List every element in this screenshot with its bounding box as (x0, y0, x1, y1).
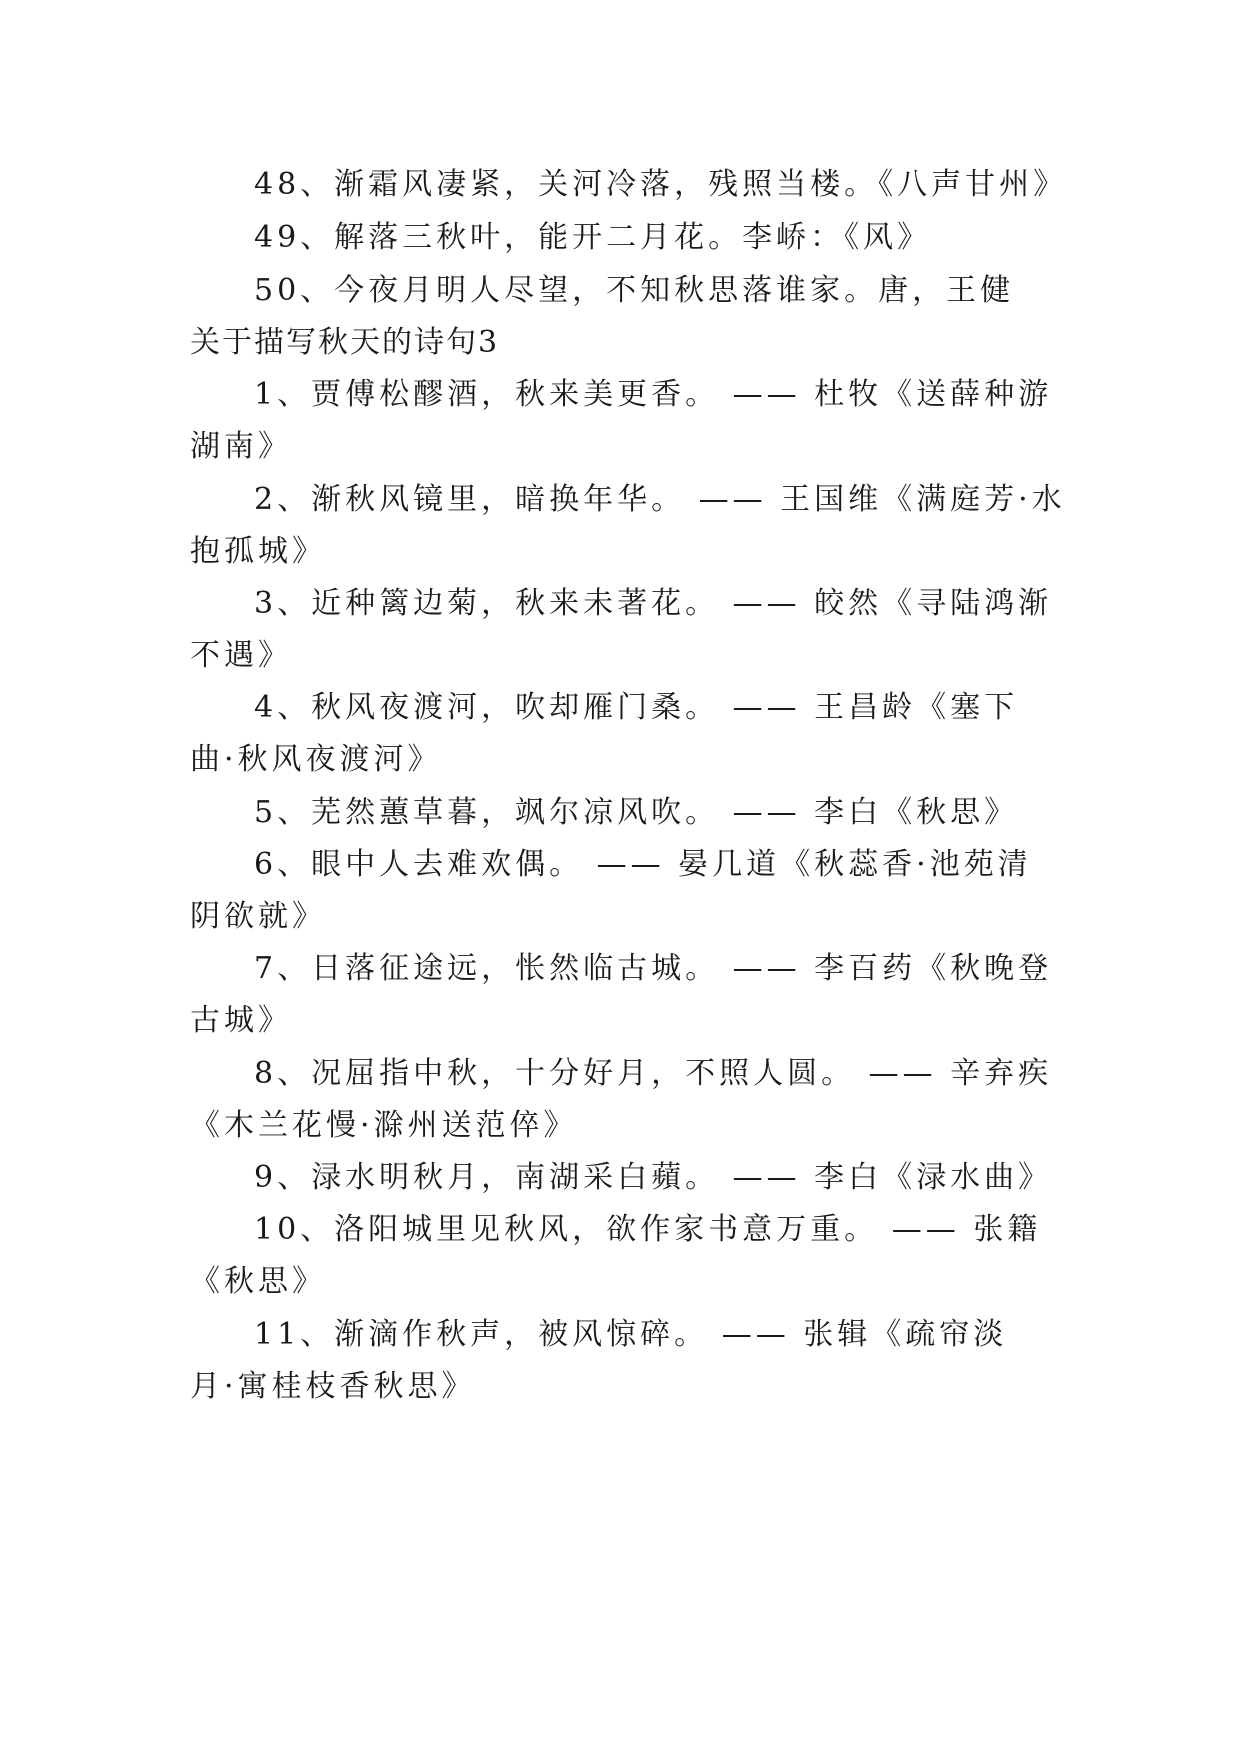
text-line: 不遇》 (190, 638, 292, 673)
text-line: 7、日落征途远，怅然临古城。 —— 李百药《秋晚登 (254, 951, 1053, 986)
text-line: 6、眼中人去难欢偶。 —— 晏几道《秋蕊香·池苑清 (254, 847, 1032, 882)
text-line: 湖南》 (190, 429, 292, 464)
text-line: 抱孤城》 (190, 534, 326, 569)
text-line: 9、渌水明秋月，南湖采白蘋。 —— 李白《渌水曲》 (254, 1160, 1053, 1195)
text-line: 11、渐滴作秋声，被风惊碎。 —— 张辑《疏帘淡 (254, 1317, 1008, 1352)
text-line: 48、渐霜风凄紧，关河冷落，残照当楼。《八声甘州》 (254, 167, 1068, 202)
section-heading: 关于描写秋天的诗句3 (190, 325, 500, 360)
text-line: 10、洛阳城里见秋风，欲作家书意万重。 —— 张籍 (254, 1212, 1042, 1247)
text-line: 曲·秋风夜渡河》 (190, 742, 442, 777)
text-line: 1、贾傅松醪酒，秋来美更香。 —— 杜牧《送薛种游 (254, 377, 1053, 412)
text-line: 《木兰花慢·滁州送范倅》 (190, 1108, 578, 1143)
text-line: 2、渐秋风镜里，暗换年华。 —— 王国维《满庭芳·水 (254, 482, 1066, 517)
text-line: 古城》 (190, 1003, 292, 1038)
text-line: 月·寓桂枝香秋思》 (190, 1369, 476, 1404)
text-line: 4、秋风夜渡河，吹却雁门桑。 —— 王昌龄《塞下 (254, 690, 1019, 725)
text-line: 50、今夜月明人尽望，不知秋思落谁家。唐，王健 (254, 273, 1015, 308)
text-line: 《秋思》 (190, 1264, 326, 1299)
text-line: 49、解落三秋叶，能开二月花。李峤：《风》 (254, 220, 932, 255)
text-line: 阴欲就》 (190, 899, 326, 934)
text-line: 5、芜然蕙草暮，飒尔凉风吹。 —— 李白《秋思》 (254, 795, 1019, 830)
text-line: 8、况屈指中秋，十分好月，不照人圆。 —— 辛弃疾 (254, 1056, 1053, 1091)
text-line: 3、近种篱边菊，秋来未著花。 —— 皎然《寻陆鸿渐 (254, 586, 1053, 621)
